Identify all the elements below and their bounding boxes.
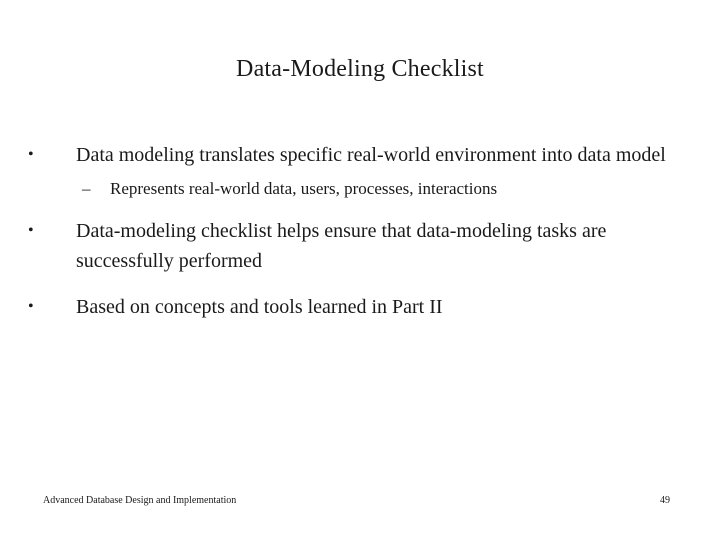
footer-course-title: Advanced Database Design and Implementation [43, 495, 237, 506]
bullet-text: Data modeling translates specific real-world environment into data model [76, 144, 666, 166]
sub-bullet-text: Represents real-world data, users, processes, interactions [110, 179, 498, 198]
slide-title: Data-Modeling Checklist [236, 56, 484, 82]
sub-bullet-item [28, 176, 668, 202]
bullet-marker: • [28, 298, 34, 315]
bullet-item [28, 140, 668, 170]
bullet-marker: • [28, 222, 34, 239]
bullet-marker: • [28, 146, 34, 163]
bullet-text: Based on concepts and tools learned in Part II [76, 296, 443, 318]
page-number: 49 [660, 495, 670, 506]
bullet-text: Data-modeling checklist helps ensure that data-modeling tasks are successfully performed [76, 220, 607, 272]
bullet-item [28, 292, 668, 322]
bullet-list [28, 140, 668, 322]
sub-bullet-marker: – [82, 179, 91, 198]
bullet-item [28, 216, 668, 276]
